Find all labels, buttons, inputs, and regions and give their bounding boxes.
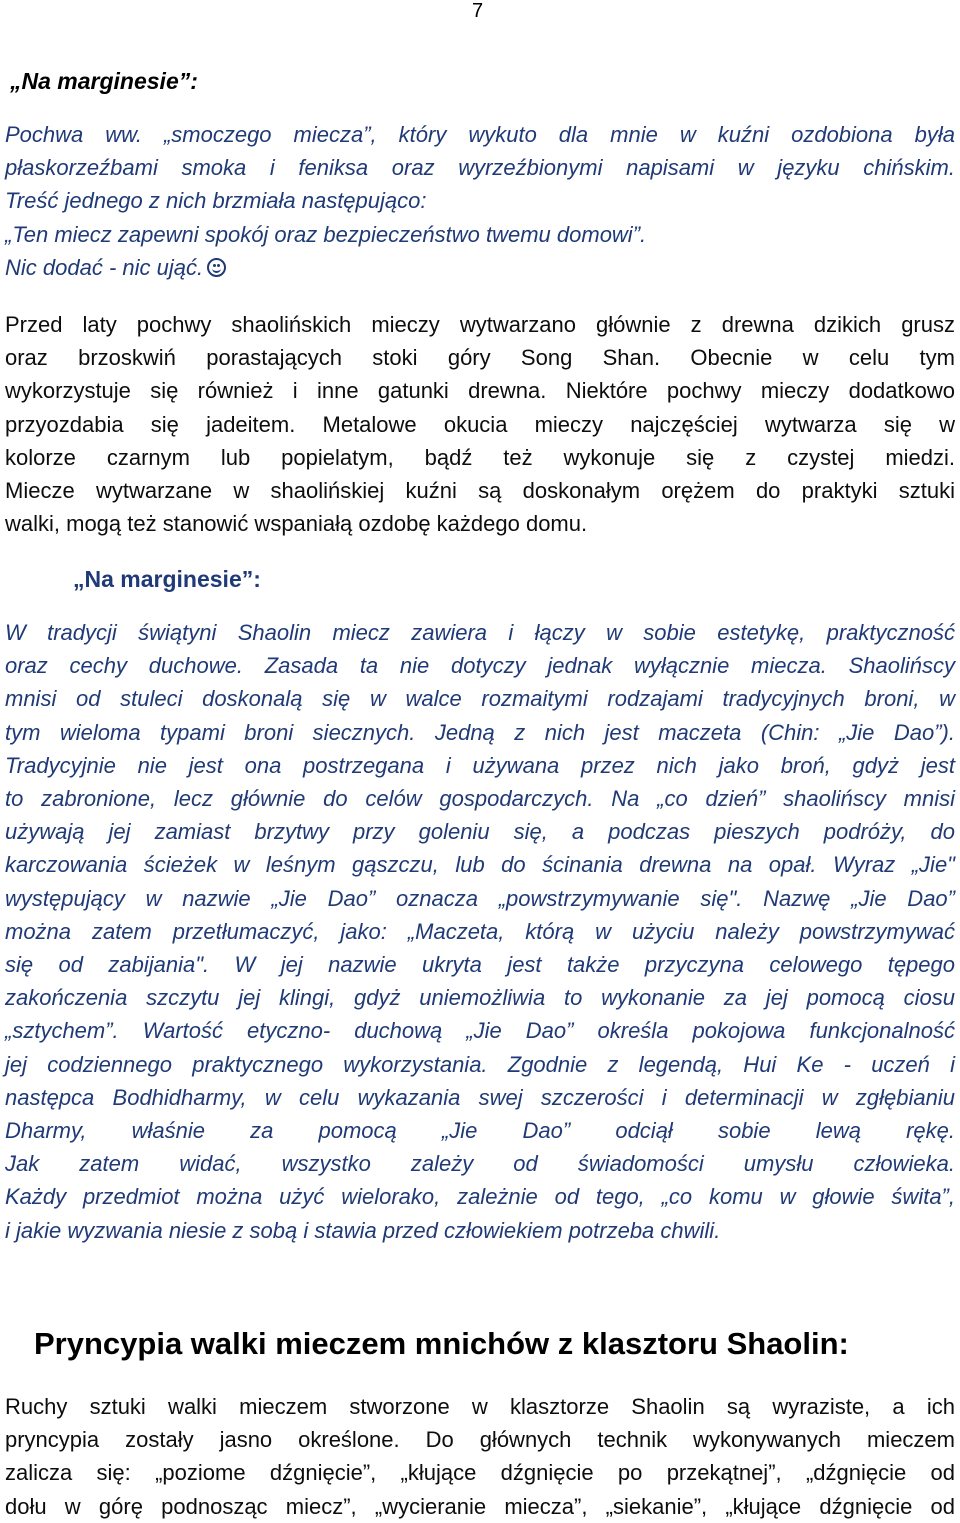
text-line: następca Bodhidharmy, w celu wykazania swej szczerości i determinacji w zgłębianiu [5,1084,955,1110]
note1-heading: „Na marginesie”: [10,68,198,94]
text-line: Jak zatem widać, wszystko zależy od świadomości umysłu człowieka. [5,1151,955,1177]
text-line: oraz cechy duchowe. Zasada ta nie dotyczy jednak wyłącznie miecza. Shaolińscy [5,653,955,679]
text-line: można zatem przetłumaczyć, jako: „Maczeta, którą w użyciu należy powstrzymywać [5,918,955,944]
text-line: przyozdabia się jadeitem. Metalowe okucia mieczy najczęściej wytwarza się w [5,411,955,437]
text-line: karczowania ścieżek w leśnym gąszczu, lub do ścinania drewna na opał. Wyraz „Jie" [5,852,955,878]
text-line: się od zabijania". W jej nazwie ukryta jest także przyczyna celowego tępego [5,952,955,978]
text-line: to zabronione, lecz głównie do celów gospodarczych. Na „co dzień” shaolińscy mnisi [5,786,955,812]
text-line: Treść jednego z nich brzmiała następująco: [5,188,427,214]
text-line: Pochwa ww. „smoczego miecza”, który wykuto dla mnie w kuźni ozdobiona była [5,122,955,147]
text-line: mnisi od stuleci doskonalą się w walce rozmaitymi rodzajami tradycyjnych broni, w [5,686,955,712]
text-line: występujący w nazwie „Jie Dao” oznacza „powstrzymywanie się". Nazwę „Jie Dao” [5,885,955,911]
note2-text [5,616,955,1247]
text-line: Przed laty pochwy shaolińskich mieczy wytwarzano głównie z drewna dzikich grusz [5,312,955,337]
text-line: „sztychem”. Wartość etyczno- duchową „Jie Dao” określa pokojowa funkcjonalność [5,1018,955,1044]
paragraph-scabbards [5,308,955,540]
text-line: pryncypia zostały jasno określone. Do głównych technik wykonywanych mieczem [5,1427,955,1453]
text-line: jej codziennego praktycznego wykorzystania. Zgodnie z legendą, Hui Ke - uczeń i [5,1051,955,1077]
text-line: W tradycji świątyni Shaolin miecz zawiera i łączy w sobie estetykę, praktyczność [5,620,955,645]
closing-remark: Nic dodać - nic ująć. [5,254,204,280]
note2-heading: „Na marginesie”: [73,566,261,592]
text-line: używają jej zamiast brzytwy przy goleniu się, a podczas pieszych podróży, do [5,819,955,845]
text-line: płaskorzeźbami smoka i feniksa oraz wyrzeźbionymi napisami w języku chińskim. [5,155,955,181]
text-line: „Ten miecz zapewni spokój oraz bezpieczeństwo twemu domowi”. [5,221,647,247]
section-text [5,1390,955,1523]
text-line: Każdy przedmiot można użyć wielorako, zależnie od tego, „co komu w głowie świta”, [5,1184,955,1210]
text-line: Dharmy, właśnie za pomocą „Jie Dao” odciął sobie lewą rękę. [5,1118,955,1144]
text-line: oraz brzoskwiń porastających stoki góry Song Shan. Obecnie w celu tym [5,345,955,371]
page-number: 7 [472,0,484,22]
smiley-icon [207,258,226,277]
text-line: zalicza się: „poziome dźgnięcie”, „kłujące dźgnięcie po przekątnej”, „dźgnięcie od [5,1460,955,1486]
text-line: zakończenia szczytu jej klingi, gdyż uniemożliwia to wykonanie za jej pomocą ciosu [5,985,955,1011]
text-line: Miecze wytwarzane w shaolińskiej kuźni są doskonałym orężem do praktyki sztuki [5,478,955,504]
text-line: walki, mogą też stanowić wspaniałą ozdobę każdego domu. [5,511,588,537]
text-line: tym wieloma typami broni siecznych. Jedną z nich jest maczeta (Chin: „Jie Dao”). [5,719,955,745]
text-line: i jakie wyzwania niesie z sobą i stawia przed człowiekiem potrzeba chwili. [5,1217,721,1243]
section-title: Pryncypia walki mieczem mnichów z klasztoru Shaolin: [34,1326,849,1361]
note1-text [5,118,955,284]
text-line: wykorzystuje się również i inne gatunki drewna. Niektóre pochwy mieczy dodatkowo [5,378,955,404]
text-line: kolorze czarnym lub popielatym, bądź też wykonuje się z czystej miedzi. [5,444,955,470]
text-line: Ruchy sztuki walki mieczem stworzone w klasztorze Shaolin są wyraziste, a ich [5,1394,955,1419]
text-line: Tradycyjnie nie jest ona postrzegana i używana przez nich jako broń, gdyż jest [5,752,955,778]
text-line: dołu w górę podnosząc miecz”, „wycieranie miecza”, „siekanie”, „kłujące dźgnięcie od [5,1493,955,1519]
text-line [5,251,955,284]
